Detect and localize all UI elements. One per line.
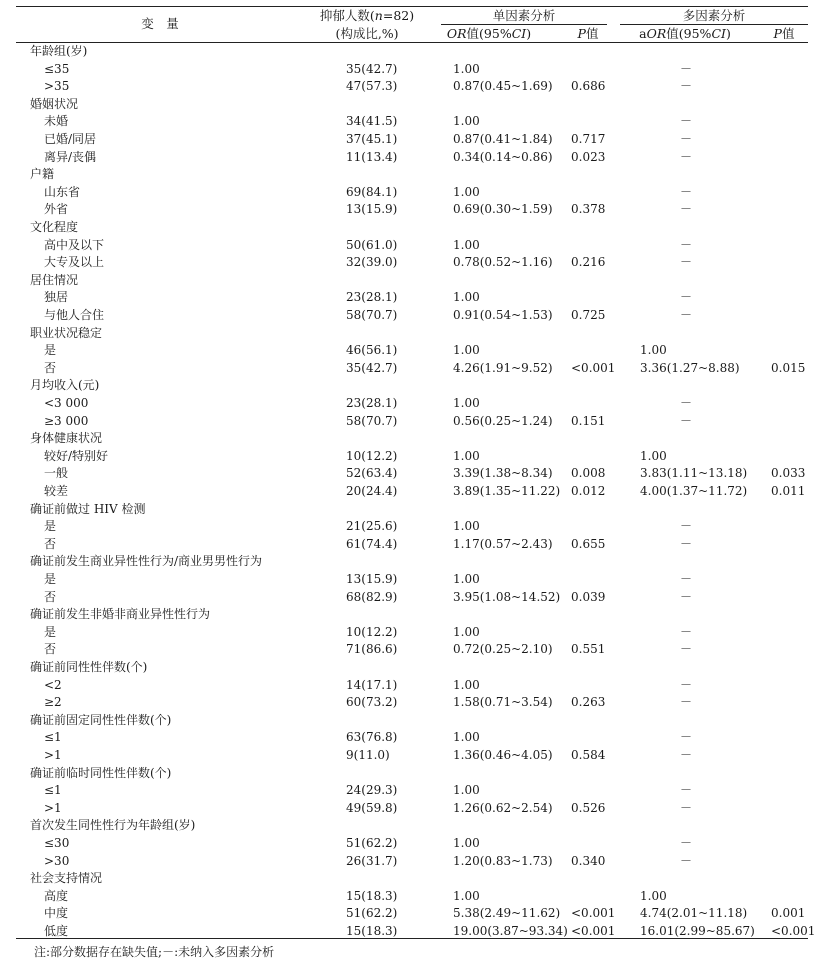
row-or: 1.00 xyxy=(453,114,480,129)
row-count: 35(42.7) xyxy=(346,360,398,375)
row-item-label: 是 xyxy=(44,624,57,639)
row-count: 50(61.0) xyxy=(346,237,398,252)
row-item-label: 否 xyxy=(44,642,57,657)
row-p: 0.655 xyxy=(571,536,606,551)
header-or: OR值(95%CI) xyxy=(446,26,532,41)
row-or: 0.69(0.30~1.59) xyxy=(453,202,553,217)
row-aor: － xyxy=(679,624,693,639)
row-count: 61(74.4) xyxy=(346,536,398,551)
row-p: 0.008 xyxy=(571,466,606,481)
row-aor: － xyxy=(679,61,693,76)
row-p2: 0.011 xyxy=(771,484,806,498)
row-count: 46(56.1) xyxy=(346,343,398,358)
row-count: 68(82.9) xyxy=(346,589,398,604)
row-p: <0.001 xyxy=(571,924,616,938)
row-count: 49(59.8) xyxy=(346,800,398,815)
row-or: 1.36(0.46~4.05) xyxy=(453,748,553,762)
row-or: 5.38(2.49~11.62) xyxy=(453,906,561,921)
row-count: 47(57.3) xyxy=(346,79,398,94)
row-or: 1.00 xyxy=(453,888,480,903)
row-aor: － xyxy=(679,536,693,551)
row-item-label: 离异/丧偶 xyxy=(44,149,97,164)
row-item-label: 外省 xyxy=(44,202,69,217)
row-p: 0.151 xyxy=(571,413,606,428)
row-or: 0.34(0.14~0.86) xyxy=(453,149,553,164)
row-item-label: 是 xyxy=(44,572,57,586)
row-or: 1.00 xyxy=(453,184,480,199)
row-p2: 0.001 xyxy=(771,906,806,921)
row-item-label: 低度 xyxy=(44,924,69,938)
row-aor: － xyxy=(679,836,693,850)
row-item-label: <3 000 xyxy=(44,396,89,410)
row-aor: － xyxy=(679,79,693,94)
row-count: 10(12.2) xyxy=(346,624,398,639)
row-or: 0.87(0.45~1.69) xyxy=(453,79,553,94)
row-aor: － xyxy=(679,202,693,217)
row-count: 23(28.1) xyxy=(346,290,398,305)
row-item-label: ≤1 xyxy=(44,783,62,798)
row-group-label: 确证前临时同性性伴数(个) xyxy=(30,765,172,780)
row-aor: － xyxy=(679,396,693,410)
row-count: 51(62.2) xyxy=(346,836,398,850)
row-or: 1.26(0.62~2.54) xyxy=(453,800,553,815)
row-or: 0.78(0.52~1.16) xyxy=(453,255,553,270)
row-group-label: 婚姻状况 xyxy=(30,96,79,111)
row-or: 1.00 xyxy=(453,343,480,358)
row-count: 26(31.7) xyxy=(346,853,398,868)
row-or: 1.00 xyxy=(453,396,480,410)
row-aor: － xyxy=(679,853,693,868)
row-aor: － xyxy=(679,184,693,199)
row-p: 0.378 xyxy=(571,202,606,217)
row-aor: － xyxy=(679,642,693,657)
row-item-label: 较好/特别好 xyxy=(44,448,109,463)
row-item-label: 独居 xyxy=(44,290,69,305)
row-p: 0.725 xyxy=(571,308,606,322)
row-count: 24(29.3) xyxy=(346,783,398,798)
row-or: 3.95(1.08~14.52) xyxy=(453,589,561,604)
row-or: 1.17(0.57~2.43) xyxy=(453,536,553,551)
row-count: 63(76.8) xyxy=(346,730,398,745)
row-count: 35(42.7) xyxy=(346,61,398,76)
row-aor: － xyxy=(679,800,693,815)
row-aor: － xyxy=(679,519,693,534)
row-count: 71(86.6) xyxy=(346,642,398,657)
row-count: 52(63.4) xyxy=(346,466,398,481)
header-bottom-rule xyxy=(16,42,808,43)
row-aor: 3.36(1.27~8.88) xyxy=(640,360,740,375)
row-or: 19.00(3.87~93.34) xyxy=(453,924,568,938)
row-p: 0.023 xyxy=(571,149,606,164)
row-item-label: 高中及以下 xyxy=(44,237,105,252)
row-or: 0.56(0.25~1.24) xyxy=(453,413,553,428)
row-item-label: ≥2 xyxy=(44,695,62,710)
row-item-label: 与他人合住 xyxy=(44,308,105,322)
row-aor: － xyxy=(679,308,693,322)
row-or: 3.89(1.35~11.22) xyxy=(453,484,561,498)
row-aor: － xyxy=(679,783,693,798)
row-count: 58(70.7) xyxy=(346,413,398,428)
row-or: 1.00 xyxy=(453,730,480,745)
row-group-label: 首次发生同性性行为年龄组(岁) xyxy=(30,818,196,833)
row-aor: － xyxy=(679,730,693,745)
row-or: 0.72(0.25~2.10) xyxy=(453,642,553,657)
row-group-label: 居住情况 xyxy=(30,272,79,287)
header-multivariate: 多因素分析 xyxy=(682,8,746,23)
row-group-label: 确证前固定同性性伴数(个) xyxy=(30,712,172,727)
header-variable: 变 量 xyxy=(141,16,179,31)
row-item-label: 是 xyxy=(44,343,57,358)
row-or: 1.00 xyxy=(453,519,480,534)
row-p: 0.340 xyxy=(571,853,606,868)
row-count: 51(62.2) xyxy=(346,906,398,921)
row-or: 0.87(0.41~1.84) xyxy=(453,132,553,146)
row-aor: － xyxy=(679,748,693,762)
row-aor: － xyxy=(679,413,693,428)
row-aor: 1.00 xyxy=(640,343,667,358)
row-aor: 1.00 xyxy=(640,448,667,463)
row-item-label: 否 xyxy=(44,589,57,604)
row-item-label: 大专及以上 xyxy=(44,255,105,270)
row-count: 13(15.9) xyxy=(346,202,398,217)
row-p: 0.526 xyxy=(571,800,606,815)
header-count-line2: (构成比,%) xyxy=(335,26,399,41)
row-p: 0.584 xyxy=(571,748,606,762)
row-count: 34(41.5) xyxy=(346,114,398,129)
row-count: 14(17.1) xyxy=(346,677,398,692)
row-count: 10(12.2) xyxy=(346,448,398,463)
row-group-label: 身体健康状况 xyxy=(30,431,103,446)
row-group-label: 年龄组(岁) xyxy=(30,44,88,58)
header-p: P值 xyxy=(577,26,599,41)
row-aor: 16.01(2.99~85.67) xyxy=(640,924,755,938)
row-item-label: ≤35 xyxy=(44,61,70,76)
row-count: 32(39.0) xyxy=(346,255,398,270)
row-item-label: 是 xyxy=(44,519,57,534)
row-aor: － xyxy=(679,255,693,270)
row-or: 1.58(0.71~3.54) xyxy=(453,695,553,710)
row-aor: 4.00(1.37~11.72) xyxy=(640,484,748,498)
table-note: 注:部分数据存在缺失值;－:未纳入多因素分析 xyxy=(34,945,275,959)
row-or: 1.00 xyxy=(453,836,480,850)
row-item-label: >30 xyxy=(44,853,70,868)
row-item-label: 山东省 xyxy=(44,184,81,199)
row-group-label: 社会支持情况 xyxy=(30,871,103,886)
row-count: 11(13.4) xyxy=(346,149,398,164)
row-count: 15(18.3) xyxy=(346,888,398,903)
header-univariate: 单因素分析 xyxy=(492,8,556,23)
row-aor: － xyxy=(679,572,693,586)
row-or: 0.91(0.54~1.53) xyxy=(453,308,553,322)
row-item-label: 否 xyxy=(44,360,57,375)
row-item-label: <2 xyxy=(44,677,62,692)
row-item-label: 一般 xyxy=(44,466,69,481)
row-aor: － xyxy=(679,132,693,146)
row-count: 58(70.7) xyxy=(346,308,398,322)
row-count: 60(73.2) xyxy=(346,695,398,710)
row-count: 13(15.9) xyxy=(346,572,398,586)
row-item-label: ≤30 xyxy=(44,836,70,850)
row-p: 0.263 xyxy=(571,695,606,710)
row-count: 20(24.4) xyxy=(346,484,398,498)
row-item-label: ≤1 xyxy=(44,730,62,745)
row-aor: － xyxy=(679,290,693,305)
row-or: 1.00 xyxy=(453,783,480,798)
row-p2: 0.033 xyxy=(771,466,806,481)
row-aor: － xyxy=(679,114,693,129)
row-count: 15(18.3) xyxy=(346,924,398,938)
row-or: 1.00 xyxy=(453,448,480,463)
row-count: 69(84.1) xyxy=(346,184,398,199)
row-count: 9(11.0) xyxy=(346,748,390,762)
row-group-label: 文化程度 xyxy=(30,220,79,234)
header-count-line1: 抑郁人数(n=82) xyxy=(319,8,415,23)
row-or: 1.20(0.83~1.73) xyxy=(453,853,553,868)
row-or: 3.39(1.38~8.34) xyxy=(453,466,553,481)
row-p: 0.717 xyxy=(571,132,606,146)
header-aor: aOR值(95%CI) xyxy=(639,26,731,41)
row-item-label: >1 xyxy=(44,800,62,815)
header-p2: P值 xyxy=(773,26,795,41)
row-group-label: 确证前发生非婚非商业异性性行为 xyxy=(30,607,211,622)
row-p: 0.216 xyxy=(571,255,606,270)
row-item-label: 未婚 xyxy=(44,114,69,129)
row-p2: 0.015 xyxy=(771,360,806,375)
row-item-label: >1 xyxy=(44,748,62,762)
row-aor: 1.00 xyxy=(640,888,667,903)
row-aor: － xyxy=(679,589,693,604)
row-group-label: 月均收入(元) xyxy=(30,378,100,393)
row-item-label: 已婚/同居 xyxy=(44,132,97,146)
row-item-label: 否 xyxy=(44,536,57,551)
row-aor: － xyxy=(679,237,693,252)
row-item-label: >35 xyxy=(44,79,70,94)
row-item-label: 中度 xyxy=(44,906,69,921)
row-p: 0.686 xyxy=(571,79,606,94)
row-or: 1.00 xyxy=(453,677,480,692)
row-or: 1.00 xyxy=(453,61,480,76)
row-or: 1.00 xyxy=(453,624,480,639)
row-group-label: 户籍 xyxy=(30,167,55,182)
row-item-label: 高度 xyxy=(44,888,69,903)
row-p: <0.001 xyxy=(571,906,616,921)
row-p: 0.039 xyxy=(571,589,606,604)
row-group-label: 确证前发生商业异性性行为/商业男男性行为 xyxy=(30,554,263,569)
row-or: 1.00 xyxy=(453,237,480,252)
row-aor: － xyxy=(679,695,693,710)
row-p: 0.551 xyxy=(571,642,606,657)
row-group-label: 职业状况稳定 xyxy=(30,325,103,340)
row-aor: － xyxy=(679,149,693,164)
row-group-label: 确证前做过 HIV 检测 xyxy=(30,501,146,516)
row-count: 37(45.1) xyxy=(346,132,398,146)
row-count: 21(25.6) xyxy=(346,519,398,534)
row-p: <0.001 xyxy=(571,360,616,375)
row-or: 1.00 xyxy=(453,290,480,305)
row-aor: 4.74(2.01~11.18) xyxy=(640,906,748,921)
row-or: 4.26(1.91~9.52) xyxy=(453,360,553,375)
row-p2: <0.001 xyxy=(771,924,816,938)
row-item-label: ≥3 000 xyxy=(44,413,89,428)
row-aor: － xyxy=(679,677,693,692)
row-count: 23(28.1) xyxy=(346,396,398,410)
row-or: 1.00 xyxy=(453,572,480,586)
row-aor: 3.83(1.11~13.18) xyxy=(640,466,748,481)
row-p: 0.012 xyxy=(571,484,606,498)
row-item-label: 较差 xyxy=(44,484,69,498)
row-group-label: 确证前同性性伴数(个) xyxy=(30,660,148,674)
